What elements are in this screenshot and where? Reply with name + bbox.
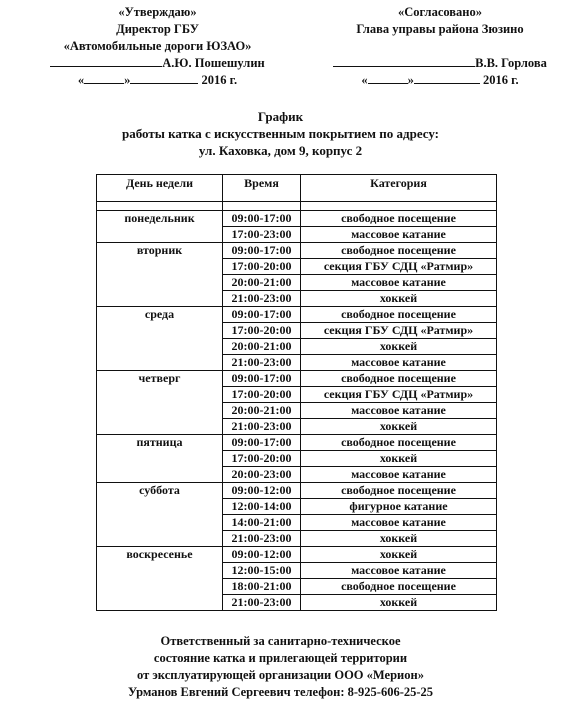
time-cell: 17:00-23:00 (223, 227, 301, 243)
table-row (97, 243, 497, 259)
header-category: Категория (301, 175, 497, 202)
category-cell: секция ГБУ СДЦ «Ратмир» (301, 259, 497, 275)
category-cell: массовое катание (301, 355, 497, 371)
day-cell: воскресенье (97, 547, 223, 611)
spacer-category (301, 202, 497, 211)
table-row (97, 547, 497, 563)
time-cell: 09:00-12:00 (223, 547, 301, 563)
category-cell: свободное посещение (301, 483, 497, 499)
table-row (97, 371, 497, 387)
time-cell: 21:00-23:00 (223, 291, 301, 307)
category-cell: массовое катание (301, 515, 497, 531)
time-cell: 17:00-20:00 (223, 451, 301, 467)
time-cell: 20:00-21:00 (223, 275, 301, 291)
time-cell: 09:00-17:00 (223, 371, 301, 387)
spacer-row (97, 202, 497, 211)
time-cell: 20:00-23:00 (223, 467, 301, 483)
table-row (97, 307, 497, 323)
header-time: Время (223, 175, 301, 202)
day-blank (84, 72, 124, 84)
table-row (97, 211, 497, 227)
category-cell: секция ГБУ СДЦ «Ратмир» (301, 323, 497, 339)
header-row (97, 175, 497, 202)
approver-signature-line (0, 55, 315, 72)
day-cell: вторник (97, 243, 223, 307)
category-cell: массовое катание (301, 275, 497, 291)
time-cell: 21:00-23:00 (223, 531, 301, 547)
table-row (97, 483, 497, 499)
category-cell: свободное посещение (301, 435, 497, 451)
time-cell: 17:00-20:00 (223, 323, 301, 339)
time-cell: 21:00-23:00 (223, 419, 301, 435)
time-cell: 09:00-17:00 (223, 211, 301, 227)
date-quote-close: » (407, 73, 414, 87)
category-cell: массовое катание (301, 563, 497, 579)
day-cell: суббота (97, 483, 223, 547)
signature-blank (333, 55, 475, 67)
spacer-time (223, 202, 301, 211)
header-day: День недели (97, 175, 223, 202)
category-cell: свободное посещение (301, 211, 497, 227)
category-cell: хоккей (301, 339, 497, 355)
time-cell: 17:00-20:00 (223, 259, 301, 275)
category-cell: хоккей (301, 419, 497, 435)
category-cell: свободное посещение (301, 307, 497, 323)
signature-blank (50, 55, 162, 67)
approval-date (0, 72, 315, 89)
time-cell: 12:00-15:00 (223, 563, 301, 579)
category-cell: массовое катание (301, 227, 497, 243)
category-cell: фигурное катание (301, 499, 497, 515)
approval-block-right (322, 4, 558, 89)
category-cell: хоккей (301, 547, 497, 563)
agree-header: «Согласовано» (397, 5, 483, 19)
month-blank (414, 72, 480, 84)
spacer-day (97, 202, 223, 211)
agreer-position: Глава управы района Зюзино (356, 22, 524, 36)
month-blank (130, 72, 198, 84)
time-cell: 09:00-17:00 (223, 307, 301, 323)
day-blank (368, 72, 408, 84)
agreer-signature-line (322, 55, 558, 72)
schedule-table (96, 174, 497, 611)
category-cell: массовое катание (301, 467, 497, 483)
footer-line: Ответственный за санитарно-техническое (160, 634, 401, 648)
day-cell: пятница (97, 435, 223, 483)
agreer-spacer (322, 38, 558, 55)
time-cell: 17:00-20:00 (223, 387, 301, 403)
time-cell: 09:00-17:00 (223, 243, 301, 259)
approver-position: Директор ГБУ (116, 22, 199, 36)
category-cell: хоккей (301, 451, 497, 467)
date-quote-open: « (77, 73, 85, 87)
category-cell: свободное посещение (301, 243, 497, 259)
category-cell: массовое катание (301, 403, 497, 419)
responsible-person-footer (0, 633, 561, 701)
document-heading (0, 108, 561, 159)
date-quote-open: « (361, 73, 368, 87)
time-cell: 21:00-23:00 (223, 595, 301, 611)
date-quote-close: » (124, 73, 131, 87)
category-cell: хоккей (301, 595, 497, 611)
schedule-body (97, 202, 497, 611)
document-subtitle: работы катка с искусственным покрытием по адресу: (121, 126, 440, 141)
day-cell: четверг (97, 371, 223, 435)
approver-organization: «Автомобильные дороги ЮЗАО» (63, 39, 252, 53)
footer-line: от эксплуатирующей организации ООО «Мерион» (137, 668, 424, 682)
time-cell: 09:00-17:00 (223, 435, 301, 451)
date-year: 2016 г. (201, 73, 238, 87)
date-year: 2016 г. (483, 73, 519, 87)
agreer-name: В.В. Горлова (475, 56, 547, 70)
agreement-date (322, 72, 558, 89)
time-cell: 18:00-21:00 (223, 579, 301, 595)
table-row (97, 435, 497, 451)
category-cell: хоккей (301, 291, 497, 307)
category-cell: свободное посещение (301, 579, 497, 595)
category-cell: секция ГБУ СДЦ «Ратмир» (301, 387, 497, 403)
time-cell: 20:00-21:00 (223, 339, 301, 355)
document-title: График (257, 109, 304, 124)
time-cell: 20:00-21:00 (223, 403, 301, 419)
day-cell: среда (97, 307, 223, 371)
time-cell: 09:00-12:00 (223, 483, 301, 499)
approve-header: «Утверждаю» (118, 5, 197, 19)
time-cell: 14:00-21:00 (223, 515, 301, 531)
category-cell: хоккей (301, 531, 497, 547)
time-cell: 21:00-23:00 (223, 355, 301, 371)
category-cell: свободное посещение (301, 371, 497, 387)
footer-line: состояние катка и прилегающей территории (153, 651, 408, 665)
approval-block-left (0, 4, 315, 89)
day-cell: понедельник (97, 211, 223, 243)
document-address: ул. Каховка, дом 9, корпус 2 (198, 143, 363, 158)
approver-name: А.Ю. Пошешулин (162, 56, 265, 70)
footer-contact: Урманов Евгений Сергеевич телефон: 8-925-606-25-25 (127, 685, 434, 699)
time-cell: 12:00-14:00 (223, 499, 301, 515)
